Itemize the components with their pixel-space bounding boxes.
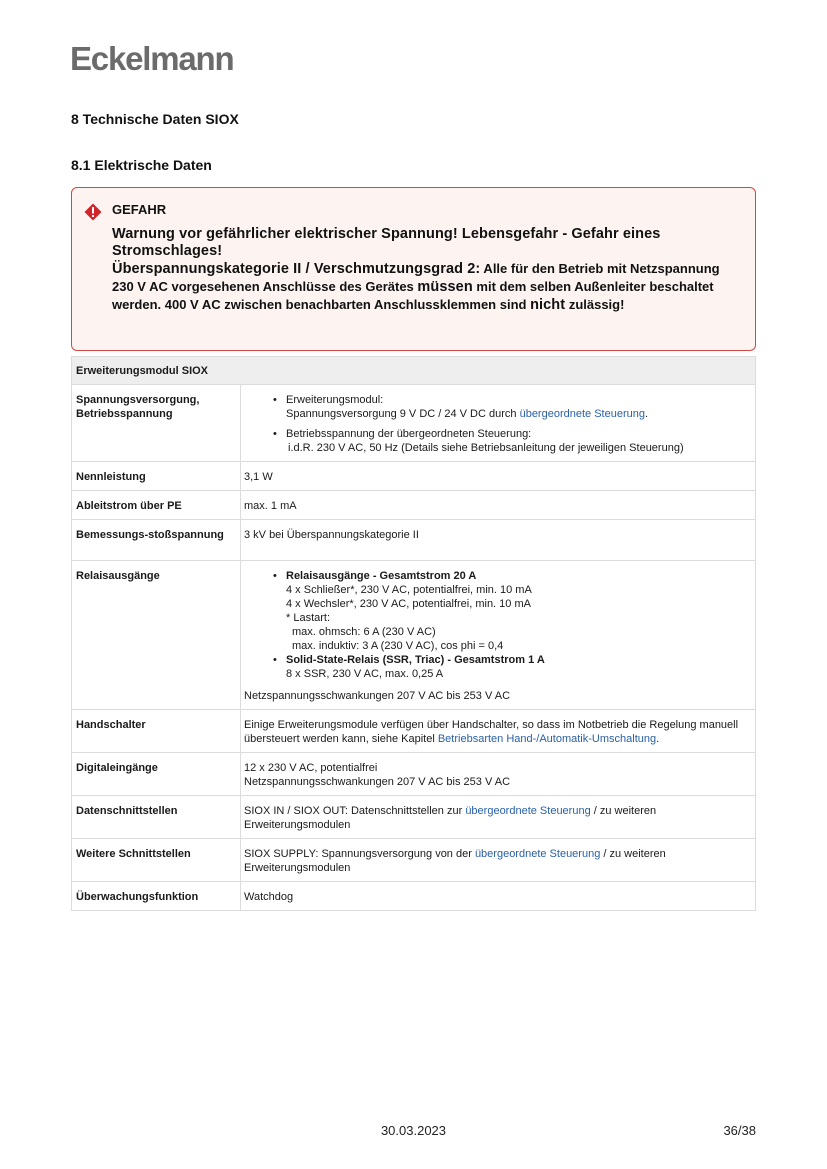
row-value: SIOX IN / SIOX OUT: Datenschnittstellen zur übergeordnete Steuerung / zu weiteren Erweiterungsmodulen — [241, 796, 756, 839]
danger-text — [112, 226, 742, 314]
row-value: 3,1 W — [241, 462, 756, 491]
table-row — [72, 520, 756, 561]
row-value: SIOX SUPPLY: Spannungsversorgung von der übergeordnete Steuerung / zu weiteren Erweiterungsmodulen — [241, 839, 756, 882]
table-row — [72, 710, 756, 753]
row-label: Weitere Schnittstellen — [72, 839, 241, 882]
row-label: Digitaleingänge — [72, 753, 241, 796]
row-value: max. 1 mA — [241, 491, 756, 520]
subsection-title: 8.1 Elektrische Daten — [71, 157, 212, 173]
table-row — [72, 796, 756, 839]
link-parent-controller[interactable]: übergeordnete Steuerung — [474, 848, 601, 860]
link-parent-controller[interactable]: übergeordnete Steuerung — [519, 408, 645, 420]
row-value: • Erweiterungsmodul: Spannungsversorgung 9 V DC / 24 V DC durch übergeordnete Steuerung. • Betriebsspannung der übergeordneten Steuerung: i.d.R. 230 V AC, 50 Hz (Details siehe Betriebsanleitung der jeweiligen Steuerung) — [241, 385, 756, 462]
danger-warning-line: Warnung vor gefährlicher elektrischer Spannung! Lebensgefahr - Gefahr eines Stromschlages! — [112, 226, 661, 259]
table-row — [72, 882, 756, 911]
table-row — [72, 753, 756, 796]
danger-title: GEFAHR — [112, 202, 167, 217]
table-header-row — [72, 357, 756, 385]
table-row — [72, 491, 756, 520]
row-value: 3 kV bei Überspannungskategorie II — [241, 520, 756, 561]
row-value: • Relaisausgänge - Gesamtstrom 20 A 4 x Schließer*, 230 V AC, potentialfrei, min. 10 mA 4 x Wechsler*, 230 V AC, potentialfrei, min. 10 mA * Lastart: max. ohmsch: 6 A (230 V AC) max. induktiv: 3 A (230 V AC), cos phi = 0,4 • Solid-State-Relais (SSR, Triac) - Gesamtstrom 1 A 8 x SSR, 230 V AC, max. 0,25 A Netzspannungsschwankungen 207 V AC bis 253 V AC — [241, 561, 756, 710]
footer-page-number: 36/38 — [723, 1123, 756, 1138]
danger-notice — [71, 187, 756, 351]
row-label: Bemessungs-stoßspannung — [72, 520, 241, 561]
row-label: Nennleistung — [72, 462, 241, 491]
link-operating-modes[interactable]: Betriebsarten Hand-/Automatik-Umschaltung — [437, 733, 657, 745]
table-row — [72, 462, 756, 491]
row-label: Relaisausgänge — [72, 561, 241, 710]
row-label: Spannungsversorgung, Betriebsspannung — [72, 385, 241, 462]
link-parent-controller[interactable]: übergeordnete Steuerung — [465, 805, 591, 817]
row-value: Watchdog — [241, 882, 756, 911]
row-label: Handschalter — [72, 710, 241, 753]
section-title: 8 Technische Daten SIOX — [71, 111, 239, 127]
row-value: 12 x 230 V AC, potentialfrei Netzspannungsschwankungen 207 V AC bis 253 V AC — [241, 753, 756, 796]
danger-warning-icon — [84, 203, 102, 221]
table-row — [72, 839, 756, 882]
table-row — [72, 385, 756, 462]
company-logo: Eckelmann — [70, 40, 234, 77]
danger-detail-line: Überspannungskategorie II / Verschmutzungsgrad 2: Alle für den Betrieb mit Netzspannung 230 V AC vorgesehenen Anschlüsse des Gerätes müssen mit dem selben Außenleiter beschaltet werden. 400 V AC zwischen benachbarten Anschlussklemmen sind nicht zulässig! — [112, 261, 720, 313]
footer-date: 30.03.2023 — [380, 1123, 447, 1138]
table-header: Erweiterungsmodul SIOX — [72, 357, 756, 385]
specs-table — [71, 356, 756, 911]
row-label: Ableitstrom über PE — [72, 491, 241, 520]
row-label: Datenschnittstellen — [72, 796, 241, 839]
table-row — [72, 561, 756, 710]
row-value: Einige Erweiterungsmodule verfügen über Handschalter, so dass im Notbetrieb die Regelung manuell übersteuert werden kann, siehe Kapitel Betriebsarten Hand-/Automatik-Umschaltung. — [241, 710, 756, 753]
row-label: Überwachungsfunktion — [72, 882, 241, 911]
